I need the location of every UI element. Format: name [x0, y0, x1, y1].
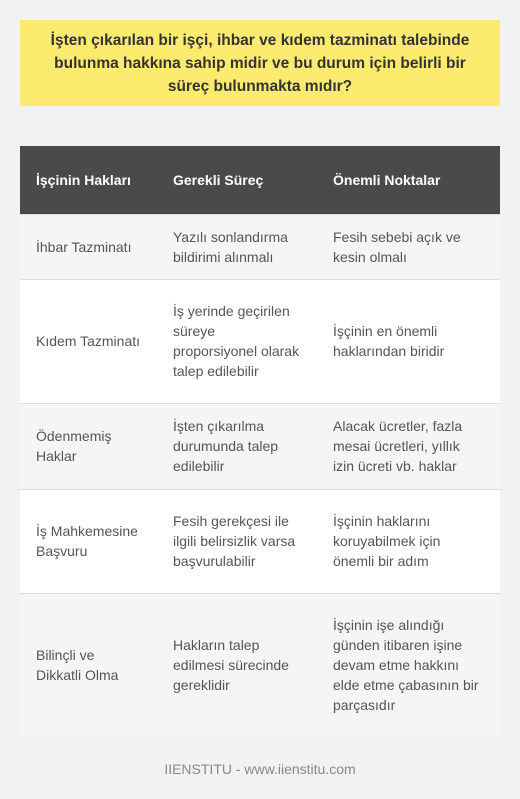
page-title-text: İşten çıkarılan bir işçi, ihbar ve kıdem tazminatı talebinde bulunma hakkına sahip midir ve bu durum için belirli bir süreç bulunmakta mıdır?	[50, 31, 470, 95]
table-cell-process: İşten çıkarılma durumunda talep edilebilir	[157, 403, 317, 489]
table-cell-process: Yazılı sonlandırma bildirimi alınmalı	[157, 214, 317, 279]
column-header-process: Gerekli Süreç	[157, 146, 317, 214]
column-header-rights: İşçinin Hakları	[20, 146, 157, 214]
table-cell-right: Kıdem Tazminatı	[20, 279, 157, 403]
page-title	[20, 20, 500, 106]
table-cell-note: İşçinin en önemli haklarından biridir	[317, 279, 500, 403]
table-cell-note: İşçinin haklarını koruyabilmek için önemli bir adım	[317, 489, 500, 593]
table-cell-right: İhbar Tazminatı	[20, 214, 157, 279]
table-cell-note: Fesih sebebi açık ve kesin olmalı	[317, 214, 500, 279]
table-row	[20, 403, 500, 489]
table-cell-right: İş Mahkemesine Başvuru	[20, 489, 157, 593]
table-cell-note: Alacak ücretler, fazla mesai ücretleri, yıllık izin ücreti vb. haklar	[317, 403, 500, 489]
table-row	[20, 593, 500, 737]
table-row	[20, 279, 500, 403]
table-row	[20, 489, 500, 593]
table-cell-right: Ödenmemiş Haklar	[20, 403, 157, 489]
table-header-row	[20, 146, 500, 214]
table-cell-note: İşçinin işe alındığı günden itibaren işine devam etme hakkını elde etme çabasının bir parçasıdır	[317, 593, 500, 737]
table-cell-process: Hakların talep edilmesi sürecinde gereklidir	[157, 593, 317, 737]
column-header-notes: Önemli Noktalar	[317, 146, 500, 214]
rights-table	[20, 146, 500, 737]
footer-credit: IIENSTITU - www.iienstitu.com	[164, 761, 356, 777]
table-cell-process: Fesih gerekçesi ile ilgili belirsizlik varsa başvurulabilir	[157, 489, 317, 593]
table-cell-right: Bilinçli ve Dikkatli Olma	[20, 593, 157, 737]
table-row	[20, 214, 500, 279]
table-cell-process: İş yerinde geçirilen süreye proporsiyonel olarak talep edilebilir	[157, 279, 317, 403]
